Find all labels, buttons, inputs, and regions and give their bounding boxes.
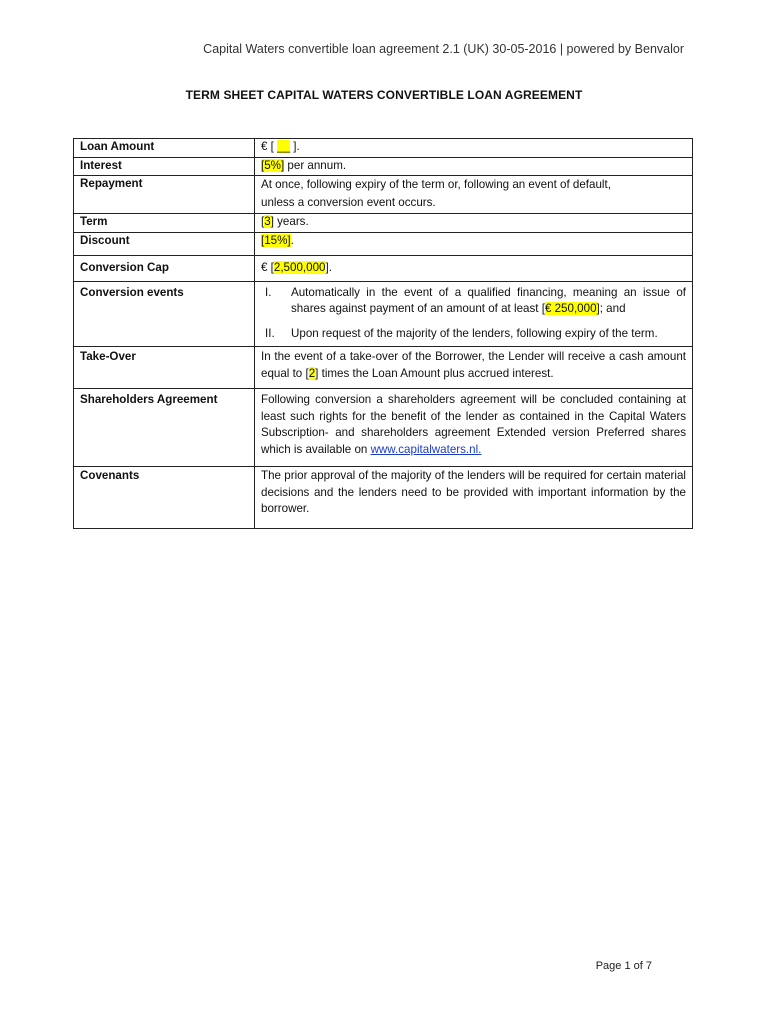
cap-prefix: € [ [261,261,274,274]
row-value-covenants: The prior approval of the majority of the lenders will be required for certain material decisions and the lenders need to be provided with important information by the borrower. [255,467,693,529]
row-value-take-over [255,347,693,389]
table-row [74,139,693,158]
row-label-conversion-events: Conversion events [74,281,255,347]
row-value-interest [255,157,693,176]
row-value-term [255,214,693,233]
take-over-text-2: ] times the Loan Amount plus accrued interest. [315,366,554,380]
capitalwaters-link[interactable]: www.capitalwaters.nl. [370,442,482,456]
table-row [74,281,693,347]
table-row [74,232,693,256]
conversion-event-item [261,285,686,318]
row-label-interest: Interest [74,157,255,176]
discount-suffix: . [290,233,294,247]
row-value-discount [255,232,693,256]
term-open: [ [261,215,265,228]
row-label-take-over: Take-Over [74,347,255,389]
row-label-term: Term [74,214,255,233]
term-years: 3 [264,215,271,228]
table-row [74,176,693,214]
document-title: TERM SHEET CAPITAL WATERS CONVERTIBLE LOAN AGREEMENT [185,88,583,102]
row-label-covenants: Covenants [74,467,255,529]
list-text [291,285,686,318]
document-header [203,42,684,56]
conversion-event-item [261,326,686,343]
header-brand: Benvalor [634,42,684,56]
table-row [74,214,693,233]
qualified-financing-amount: € 250,000 [544,302,597,315]
list-number: II. [265,326,275,340]
term-sheet-table [73,138,693,529]
row-value-shareholders-agreement [255,389,693,467]
row-value-loan-amount [255,139,693,158]
table-row [74,256,693,282]
table-row [74,389,693,467]
page-number: Page 1 of 7 [595,960,652,972]
term-close: ] years. [270,215,309,228]
discount-rate: [15%] [261,233,291,247]
cap-suffix: ]. [325,261,332,274]
table-row [74,157,693,176]
repayment-line-1: At once, following expiry of the term or, following an event of default, [261,178,611,191]
take-over-multiple: 2 [308,366,316,380]
repayment-line-2: unless a conversion event occurs. [261,196,436,209]
interest-suffix: per annum. [284,158,347,172]
header-text: Capital Waters convertible loan agreement 2.1 (UK) 30-05-2016 | powered by [203,42,635,56]
conversion-cap-amount: 2,500,000 [273,261,326,274]
loan-amount-blank: __ [277,140,291,153]
list-text: Upon request of the majority of the lenders, following expiry of the term. [291,326,658,340]
row-value-conversion-events [255,281,693,347]
event-1-after: ]; and [596,302,626,315]
table-row [74,467,693,529]
interest-rate: [5%] [261,158,285,172]
row-value-repayment [255,176,693,214]
loan-amount-prefix: € [ [261,140,278,153]
row-label-loan-amount: Loan Amount [74,139,255,158]
list-number: I. [265,285,272,299]
row-label-discount: Discount [74,232,255,256]
row-value-conversion-cap [255,256,693,282]
take-over-text-1: In the event of a take-over of the Borrower, the Lender will receive a cash amount equal to [ [261,350,686,380]
row-label-conversion-cap: Conversion Cap [74,256,255,282]
event-1-text: Automatically in the event of a qualified financing, meaning an issue of shares against payment of an amount of at least [ [291,285,686,315]
table-row [74,347,693,389]
row-label-repayment: Repayment [74,176,255,214]
row-label-shareholders-agreement: Shareholders Agreement [74,389,255,467]
shareholders-agreement-text: Following conversion a shareholders agreement will be concluded containing at least such rights for the benefit of the lender as contained in the Capital Waters Subscription- and shareholders agreement Extended version Preferred shares which is available on [261,393,686,456]
loan-amount-suffix: ]. [290,140,300,153]
